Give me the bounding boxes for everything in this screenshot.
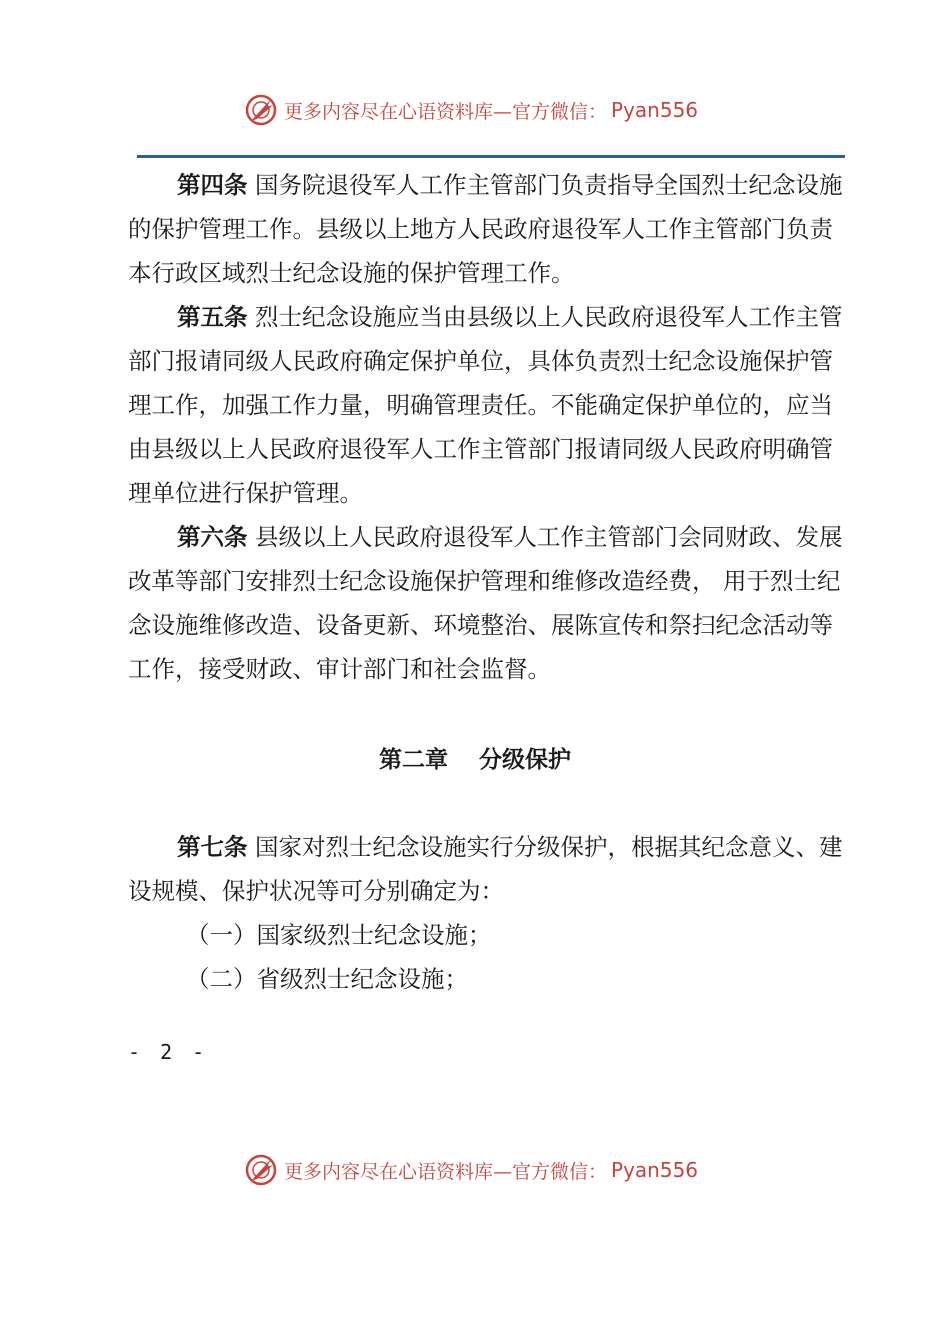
article-7-text: 国家对烈士纪念设施实行分级保护，根据其纪念意义、建设规模、保护状况等可分别确定为：: [128, 833, 843, 905]
article-5-text: 烈士纪念设施应当由县级以上人民政府退役军人工作主管部门报请同级人民政府确定保护单位，具体负责烈士纪念设施保护管理工作，加强工作力量，明确管理责任。不能确定保护单位的，应当由县级以上人民政府退役军人工作主管部门报请同级人民政府明确管理单位进行保护管理。: [128, 303, 843, 507]
banner-text: 更多内容尽在心语资料库—官方微信：: [284, 1160, 608, 1183]
article-5-heading: 第五条: [177, 303, 248, 331]
quill-logo-icon: [244, 93, 278, 127]
document-body-upper: [128, 163, 848, 691]
article-6-heading: 第六条: [177, 523, 248, 551]
header-banner: [244, 92, 698, 128]
article-6-text: 县级以上人民政府退役军人工作主管部门会同财政、发展改革等部门安排烈士纪念设施保护管理和维修改造经费， 用于烈士纪念设施维修改造、设备更新、环境整治、展陈宣传和祭扫纪念活动等工作，接受财政、审计部门和社会监督。: [128, 523, 843, 683]
article-7: [128, 825, 848, 913]
header-rule: [137, 155, 845, 158]
list-item: （二）省级烈士纪念设施；: [186, 965, 468, 993]
banner-wechat-id: Pyan556: [611, 1158, 699, 1182]
list-item: （一）国家级烈士纪念设施；: [186, 921, 492, 949]
footer-banner: [244, 1152, 698, 1188]
article-4-text: 国务院退役军人工作主管部门负责指导全国烈士纪念设施的保护管理工作。县级以上地方人民政府退役军人工作主管部门负责本行政区域烈士纪念设施的保护管理工作。: [128, 171, 843, 287]
article-4: [128, 163, 848, 295]
document-body-lower: [128, 825, 848, 1001]
article-4-heading: 第四条: [177, 171, 248, 199]
chapter-title: 第二章 分级保护: [378, 747, 571, 773]
article-7-heading: 第七条: [177, 833, 248, 861]
banner-text: 更多内容尽在心语资料库—官方微信：: [284, 100, 608, 123]
banner-wechat-id: Pyan556: [611, 98, 699, 122]
page-number: - 2 -: [128, 1040, 209, 1064]
article-6: [128, 515, 848, 691]
article-5: [128, 295, 848, 515]
quill-logo-icon: [244, 1153, 278, 1187]
